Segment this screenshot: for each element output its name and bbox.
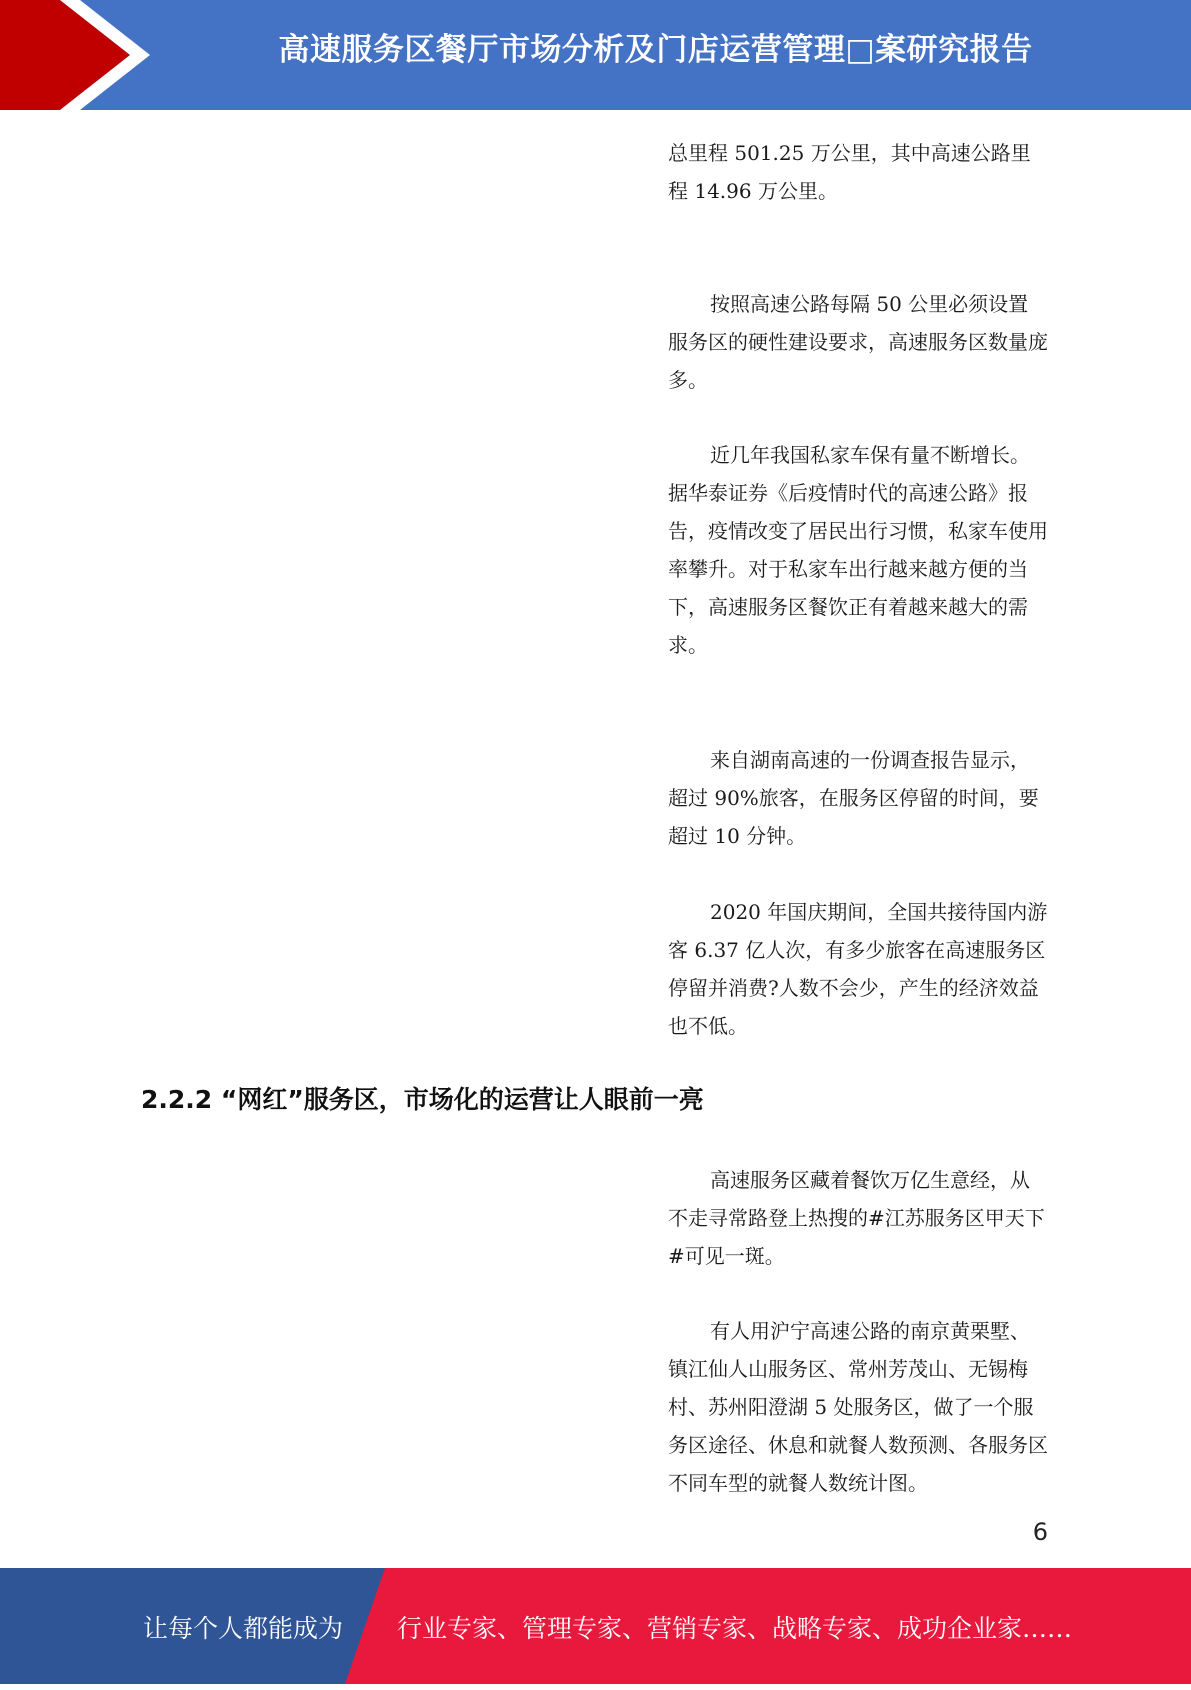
paragraph-huning-statistics: 有人用沪宁高速公路的南京黄栗墅、镇江仙人山服务区、常州芳茂山、无锡梅村、苏州阳澄湖 5 处服务区，做了一个服务区途径、休息和就餐人数预测、各服务区不同车型的就餐人数统计图。 xyxy=(668,1319,1048,1495)
page-footer xyxy=(0,1568,1191,1684)
paragraph-service-area-requirement: 按照高速公路每隔 50 公里必须设置服务区的硬性建设要求，高速服务区数量庞多。 xyxy=(668,292,1048,392)
paragraph-private-cars: 近几年我国私家车保有量不断增长。据华泰证券《后疫情时代的高速公路》报告，疫情改变了居民出行习惯，私家车使用率攀升。对于私家车出行越来越方便的当下，高速服务区餐饮正有着越来越大的需求。 xyxy=(668,443,1048,657)
footer-slogan-right: 行业专家、管理专家、营销专家、战略专家、成功企业家…… xyxy=(397,1614,1073,1643)
page-header xyxy=(0,0,1191,110)
page-number: 6 xyxy=(1032,1518,1048,1546)
paragraph-mileage: 总里程 501.25 万公里，其中高速公路里程 14.96 万公里。 xyxy=(668,141,1031,203)
paragraph-jiangsu: 高速服务区藏着餐饮万亿生意经，从不走寻常路登上热搜的#江苏服务区甲天下#可见一斑。 xyxy=(668,1168,1045,1268)
paragraph-hunan-survey: 来自湖南高速的一份调查报告显示，超过 90%旅客，在服务区停留的时间，要超过 10 分钟。 xyxy=(668,748,1039,848)
footer-slogan-left: 让每个人都能成为 xyxy=(143,1614,344,1643)
paragraph-national-day: 2020 年国庆期间，全国共接待国内游客 6.37 亿人次，有多少旅客在高速服务区停留并消费?人数不会少，产生的经济效益也不低。 xyxy=(668,900,1048,1038)
section-heading: 2.2.2 “网红”服务区，市场化的运营让人眼前一亮 xyxy=(141,1085,704,1114)
report-title: 高速服务区餐厅市场分析及门店运营管理□案研究报告 xyxy=(278,32,1033,68)
